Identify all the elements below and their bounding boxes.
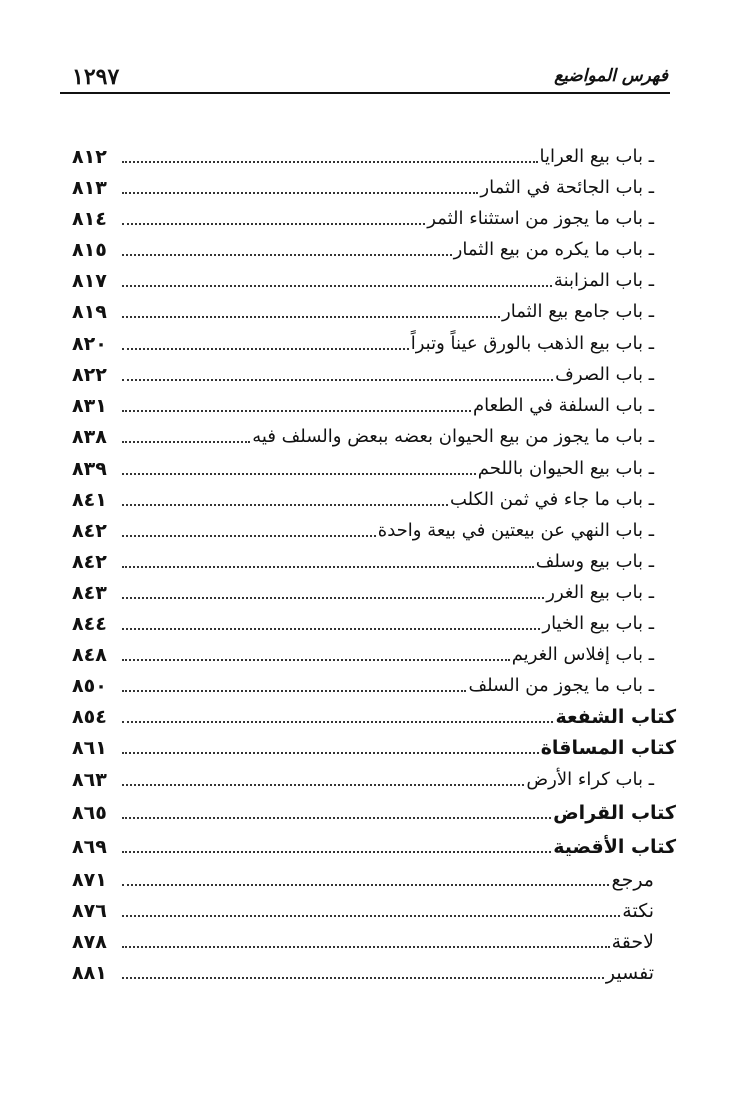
toc-entry-page: ٨٢٢ — [72, 364, 107, 386]
toc-entry-page: ٨٥٤ — [72, 706, 107, 728]
toc-entry — [72, 483, 654, 513]
toc-entry — [72, 925, 654, 955]
toc-entry — [72, 763, 654, 793]
dot-leader — [122, 314, 500, 318]
dot-leader — [122, 346, 409, 350]
toc-entry — [72, 295, 654, 325]
toc-entry-page: ٨١٩ — [72, 301, 107, 323]
toc-entry-title: ـ باب ما يجوز من بيع الحيوان بعضه ببعض والسلف فيه — [252, 426, 654, 447]
toc-entry-page: ٨٤٣ — [72, 582, 107, 604]
toc-entry — [72, 514, 654, 544]
toc-entry-page: ٨٤١ — [72, 489, 107, 511]
dot-leader — [122, 408, 471, 412]
toc-entry-page: ٨٦١ — [72, 737, 107, 759]
toc-entry — [72, 233, 654, 263]
toc-entry-title: ـ باب ما يكره من بيع الثمار — [453, 239, 654, 260]
toc-entry — [72, 700, 676, 730]
toc-entry-page: ٨٤٢ — [72, 551, 107, 573]
toc-entry — [72, 796, 676, 826]
toc-entry — [72, 830, 676, 860]
toc-entry — [72, 894, 654, 924]
toc-entry — [72, 358, 654, 388]
dot-leader — [122, 882, 609, 886]
dot-leader — [122, 782, 524, 786]
toc-entry-page: ٨٦٥ — [72, 802, 107, 824]
dot-leader — [122, 688, 466, 692]
toc-entry — [72, 420, 654, 450]
dot-leader — [122, 439, 250, 443]
toc-entry-page: ٨٤٤ — [72, 613, 107, 635]
toc-entry-page: ٨١٥ — [72, 239, 107, 261]
toc-entry — [72, 171, 654, 201]
toc-entry-title: ـ باب ما يجوز من استثناء الثمر — [427, 208, 654, 229]
dot-leader — [122, 471, 476, 475]
toc-entry-page: ٨٥٠ — [72, 675, 107, 697]
running-title: فهرس المواضيع — [554, 66, 668, 86]
toc-entry-title: ـ باب كراء الأرض — [526, 769, 654, 790]
toc-entry-title: ـ باب بيع الحيوان باللحم — [477, 458, 654, 479]
toc-entry-title: ـ باب النهي عن بيعتين في بيعة واحدة — [377, 520, 654, 541]
dot-leader — [122, 626, 540, 630]
toc-entry-page: ٨٦٩ — [72, 836, 107, 858]
dot-leader — [122, 564, 534, 568]
toc-entry — [72, 956, 654, 986]
toc-entry — [72, 140, 654, 170]
toc-entry-title: ـ باب بيع الخيار — [542, 613, 654, 634]
toc-entry-title: ـ باب بيع وسلف — [535, 551, 654, 572]
toc-entry-title: ـ باب إفلاس الغريم — [511, 644, 654, 665]
dot-leader — [122, 159, 538, 163]
toc-entry-page: ٨١٤ — [72, 208, 107, 230]
toc-entry — [72, 576, 654, 606]
dot-leader — [122, 719, 553, 723]
toc-entry-title: ـ باب جامع بيع الثمار — [502, 301, 654, 322]
dot-leader — [122, 221, 425, 225]
toc-entry — [72, 545, 654, 575]
page-number: ١٢٩٧ — [72, 64, 120, 90]
toc-entry-page: ٨٧١ — [72, 869, 107, 891]
toc-entry — [72, 389, 654, 419]
dot-leader — [122, 595, 544, 599]
toc-entry-title: ـ باب بيع الغرر — [546, 582, 654, 603]
toc-entry-page: ٨٤٢ — [72, 520, 107, 542]
toc-entry-title: كتاب الشفعة — [555, 706, 676, 728]
page-header — [60, 62, 670, 94]
toc-entry-page: ٨٣١ — [72, 395, 107, 417]
toc-entry — [72, 452, 654, 482]
toc-entry — [72, 202, 654, 232]
toc-entry-title: نكتة — [622, 900, 654, 922]
toc-entry-title: كتاب القراض — [553, 802, 676, 824]
toc-entry — [72, 863, 654, 893]
dot-leader — [122, 849, 551, 853]
dot-leader — [122, 815, 551, 819]
toc-entry-page: ٨١٢ — [72, 146, 107, 168]
toc-entry — [72, 638, 654, 668]
toc-entry-page: ٨٧٨ — [72, 931, 107, 953]
toc-entry — [72, 731, 676, 761]
toc-entry — [72, 607, 654, 637]
dot-leader — [122, 377, 553, 381]
toc-entry-page: ٨٧٦ — [72, 900, 107, 922]
toc-entry-page: ٨١٧ — [72, 270, 107, 292]
toc-entry-title: ـ باب السلفة في الطعام — [472, 395, 654, 416]
toc-entry-page: ٨٢٠ — [72, 333, 107, 355]
dot-leader — [122, 502, 448, 506]
toc-entry-title: ـ باب الجائحة في الثمار — [480, 177, 654, 198]
dot-leader — [122, 944, 610, 948]
dot-leader — [122, 975, 604, 979]
toc-entry-title: ـ باب بيع العرايا — [539, 146, 654, 167]
toc-entry-page: ٨٣٨ — [72, 426, 107, 448]
dot-leader — [122, 913, 620, 917]
toc-entry — [72, 669, 654, 699]
toc-entry — [72, 327, 654, 357]
dot-leader — [122, 750, 539, 754]
dot-leader — [122, 190, 478, 194]
toc-entry-title: كتاب الأقضية — [553, 836, 676, 858]
toc-entry-page: ٨٣٩ — [72, 458, 107, 480]
dot-leader — [122, 657, 510, 661]
toc-entry-title: ـ باب الصرف — [555, 364, 654, 385]
toc-entry-page: ٨١٣ — [72, 177, 107, 199]
dot-leader — [122, 533, 376, 537]
toc-entry-page: ٨٨١ — [72, 962, 107, 984]
toc-entry-title: كتاب المساقاة — [540, 737, 676, 759]
toc-entry-title: لاحقة — [611, 931, 654, 953]
toc-entry-title: تفسير — [605, 962, 654, 984]
toc-entry-page: ٨٦٣ — [72, 769, 107, 791]
toc-entry-title: مرجع — [611, 869, 654, 891]
toc-entry-title: ـ باب بيع الذهب بالورق عيناً وتبراً — [410, 333, 654, 354]
dot-leader — [122, 252, 452, 256]
toc-entry — [72, 264, 654, 294]
dot-leader — [122, 283, 552, 287]
toc-entry-title: ـ باب المزابنة — [553, 270, 654, 291]
toc-entry-title: ـ باب ما يجوز من السلف — [468, 675, 654, 696]
toc-entry-title: ـ باب ما جاء في ثمن الكلب — [449, 489, 654, 510]
toc-entry-page: ٨٤٨ — [72, 644, 107, 666]
